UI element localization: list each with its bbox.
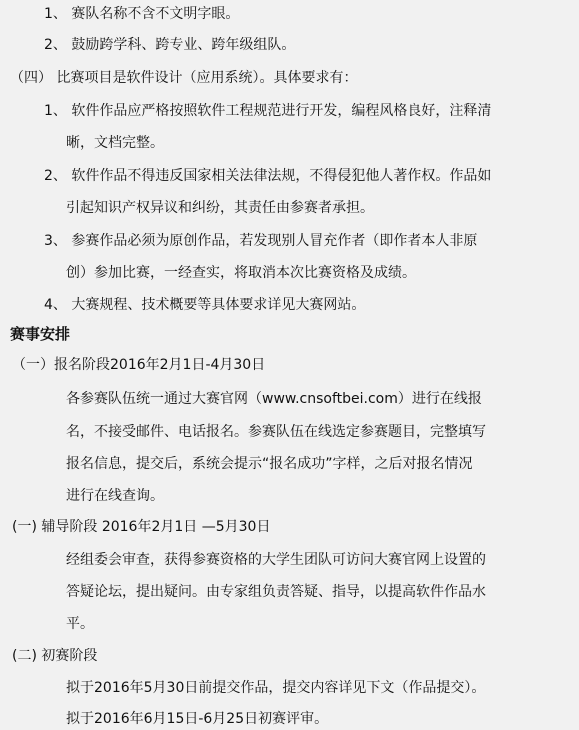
registration-text-4: 进行在线查询。 <box>66 488 164 504</box>
registration-text-3: 报名信息，提交后，系统会提示“报名成功”字样，之后对报名情况 <box>66 456 473 472</box>
coaching-text-3: 平。 <box>66 616 94 632</box>
preliminary-text-2: 拟于2016年6月15日-6月25日初赛评审。 <box>66 711 329 727</box>
preliminary-text-1: 拟于2016年5月30日前提交作品，提交内容详见下文（作品提交）。 <box>66 680 486 696</box>
requirement-2: 2、 软件作品不得违反国家相关法律法规，不得侵犯他人著作权。作品如 <box>44 168 492 184</box>
requirement-2-cont: 引起知识产权异议和纠纷，其责任由参赛者承担。 <box>66 200 374 216</box>
rule-item-1: 1、 赛队名称不含不文明字眼。 <box>44 6 240 22</box>
coaching-text-2: 答疑论坛，提出疑问。由专家组负责答疑、指导，以提高软件作品水 <box>66 584 486 600</box>
section-heading-4: （四） 比赛项目是软件设计（应用系统）。具体要求有： <box>10 70 358 86</box>
rule-item-2: 2、 鼓励跨学科、跨专业、跨年级组队。 <box>44 37 296 53</box>
phase-registration: （一）报名阶段2016年2月1日-4月30日 <box>12 357 266 373</box>
requirement-1: 1、 软件作品应严格按照软件工程规范进行开发，编程风格良好，注释清 <box>44 103 492 119</box>
phase-coaching: (一) 辅导阶段 2016年2月1日 —5月30日 <box>12 519 271 535</box>
registration-text-1: 各参赛队伍统一通过大赛官网（www.cnsoftbei.com）进行在线报 <box>66 391 482 407</box>
registration-text-2: 名，不接受邮件、电话报名。参赛队伍在线选定参赛题目，完整填写 <box>66 424 486 440</box>
schedule-heading: 赛事安排 <box>10 325 71 343</box>
requirement-3-cont: 创）参加比赛，一经查实，将取消本次比赛资格及成绩。 <box>66 265 416 281</box>
phase-preliminary: (二) 初赛阶段 <box>12 648 98 664</box>
coaching-text-1: 经组委会审查，获得参赛资格的大学生团队可访问大赛官网上设置的 <box>66 552 486 568</box>
requirement-4: 4、 大赛规程、技术概要等具体要求详见大赛网站。 <box>44 297 366 313</box>
requirement-1-cont: 晰，文档完整。 <box>66 135 164 151</box>
requirement-3: 3、 参赛作品必须为原创作品，若发现别人冒充作者（即作者本人非原 <box>44 233 478 249</box>
